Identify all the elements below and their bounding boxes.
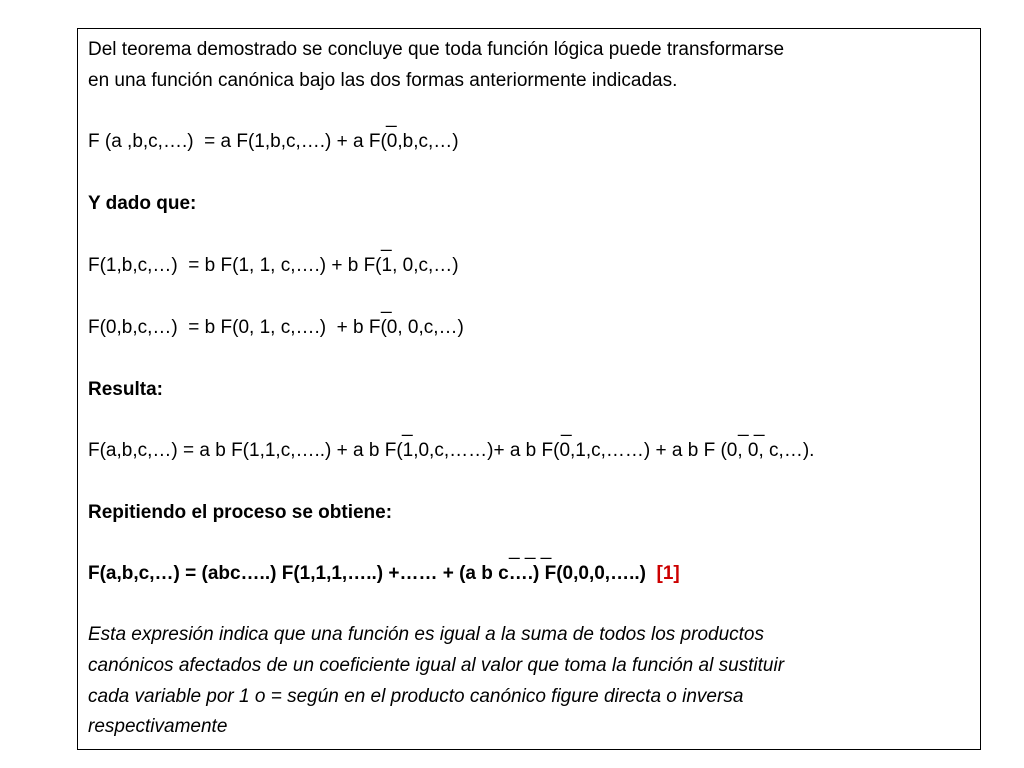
- eq1-overbar: _: [386, 107, 397, 128]
- equation-2: F(1,b,c,…) = b F(1, 1, c,….) + b F(1, 0,c,…): [88, 255, 459, 276]
- equation-1: F (a ,b,c,….) = a F(1,b,c,….) + a F(0,b,c,…): [88, 131, 459, 152]
- conclusion-line-3: cada variable por 1 o = según en el producto canónico figure directa o inversa: [88, 686, 744, 707]
- heading-result: Resulta:: [88, 379, 163, 400]
- eq3-overbar: _: [381, 293, 392, 314]
- eq4-overbar-2: _: [561, 416, 572, 437]
- intro-line-1: Del teorema demostrado se concluye que toda función lógica puede transformarse: [88, 39, 785, 60]
- conclusion-line-4: respectivamente: [88, 716, 228, 737]
- eq4-overbar-1: _: [402, 416, 413, 437]
- eq2-overbar: _: [381, 231, 392, 252]
- conclusion-line-1: Esta expresión indica que una función es igual a la suma de todos los productos: [88, 624, 764, 645]
- eq4-overbar-3: _ _: [738, 416, 765, 437]
- conclusion-line-2: canónicos afectados de un coeficiente igual al valor que toma la función al sustituir: [88, 655, 785, 676]
- intro-line-2: en una función canónica bajo las dos formas anteriormente indicadas.: [88, 70, 678, 91]
- eq5-overbars: _ _ _: [509, 539, 552, 560]
- heading-given: Y dado que:: [88, 193, 197, 214]
- reference-marker: [1]: [656, 563, 680, 584]
- equation-4: F(a,b,c,…) = a b F(1,1,c,…..) + a b F(1,0,c,……)+ a b F(0,1,c,……) + a b F (0, 0, c,…).: [88, 440, 815, 461]
- equation-5: [88, 561, 680, 587]
- equation-3: F(0,b,c,…) = b F(0, 1, c,….) + b F(0, 0,c,…): [88, 317, 464, 338]
- heading-repeat: Repitiendo el proceso se obtiene:: [88, 502, 393, 523]
- equation-5-text: F(a,b,c,…) = (abc…..) F(1,1,1,…..) +…… + (a b c….) F(0,0,0,…..): [88, 563, 646, 584]
